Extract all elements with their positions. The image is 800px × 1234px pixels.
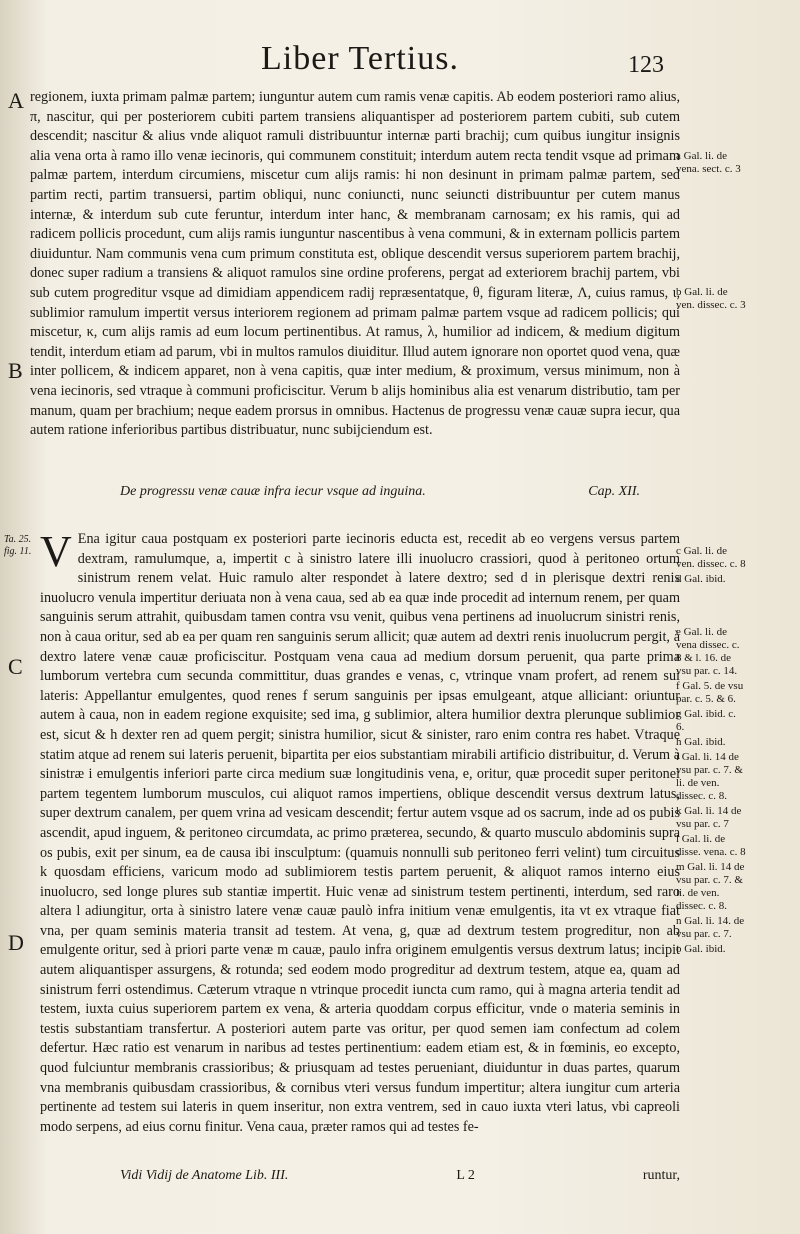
margin-note: i Gal. li. 14 de vsu par. c. 7. & li. de ven. dissec. c. 8. — [676, 751, 743, 802]
margin-note: g Gal. ibid. c. 6. — [676, 708, 736, 733]
right-margin-notes-top — [676, 150, 746, 314]
drop-cap: V — [40, 527, 72, 576]
margin-note: f Gal. 5. de vsu par. c. 5. & 6. — [676, 680, 744, 705]
section-letter-d: D — [8, 930, 24, 955]
section-letter-b: B — [8, 358, 23, 383]
section-letter-c: C — [8, 654, 23, 679]
chapter-number: Cap. XII. — [588, 484, 640, 499]
main-paragraph — [40, 527, 680, 1137]
margin-note: h Gal. ibid. — [676, 736, 726, 748]
margin-note: o Gal. ibid. — [676, 943, 726, 955]
page-footer — [120, 1168, 680, 1184]
right-margin-notes-bottom — [676, 545, 746, 958]
margin-note: l Gal. li. de disse. vena. c. 8 — [676, 833, 746, 858]
page-number: 123 — [628, 52, 664, 78]
chapter-title: De progressu venæ cauæ infra iecur vsque ad inguina. — [120, 484, 426, 499]
footer-title: Vidi Vidij de Anatome Lib. III. — [120, 1168, 289, 1183]
signature-mark: L 2 — [456, 1168, 475, 1183]
top-paragraph-text: regionem, iuxta primam palmæ partem; iunguntur autem cum ramis venæ capitis. Ab eodem posteriori ramo alius, π, nascitur, qui per posteriorem cubiti partem transiens aliquantisper ad posteriorem partem cubiti, sub cutem descendit; nascitur & alius vnde aliquot ramuli distribuuntur internæ parti brachij; cum quibus iungitur insignis alia vena orta à ramo illo venæ iecinoris, qui communem constituit; interdum autem recta tendit vsque ad primam palmæ partem, interdum circumiens, miscetur cum alijs ramis: hi non desinunt in primam palmæ partem, sed partim recti, partim transuersi, partim obliqui, nunc coniuncti, nunc seiuncti distribuuntur per cutem manus internæ, & interdum sub cute feruntur, interdum inter hanc, & membranam carnosam; ex his ramis, qui ad radicem pollicis procedunt, cum alijs ramis iunguntur nascentibus à vena communi, & in externam pollicis partem diuiduntur. Nam communis vena cum primum constituta est, oblique descendit versus superiorem partem brachij, donec super radium a transiens & aliquot ramulos sine ordine proferens, pergat ad exteriorem brachij partem, vbi sub cutem progreditur vsque ad dimidiam appendicem radij repræsentatque, θ, figuram literæ, Λ, cuius ramus, ι, sublimior ramulum impertit versus interiorem regionem ad primam palmæ partem vsque ad radicem pollicis; qui miscetur, κ, cum alijs ramis ad eum locum pertinentibus. At ramus, λ, humilior ad indicem, & medium digitum tendit, interdum etiam ad parum, vbi in multos ramulos diuiditur. Illud autem ignorare non oportet quod vena, quæ inter pollicem, & indicem apparet, non à vena capitis, quæ inter medium, & proximum, versus minimum, non à vena iecinoris, sed vtraque à communi proficiscitur. Verum b alijs hominibus alia est venarum distributio, tam per manum, quam per brachium; neque eadem prorsus in omnibus. Hactenus de progressu venæ cauæ supra iecur, qua autem ratione inferioribus partibus distribuatur, nunc subijciendum est. — [30, 89, 680, 439]
margin-note: e Gal. li. de vena dissec. c. 8 & l. 16. de vsu par. c. 14. — [676, 626, 740, 677]
catchword: runtur, — [642, 1168, 680, 1183]
margin-note: n Gal. li. 14. de vsu par. c. 7. — [676, 915, 745, 940]
running-title: Liber Tertius. — [261, 40, 459, 77]
main-paragraph-text: Ena igitur caua postquam ex posteriori parte iecinoris educta est, recedit ab eo vergens versus partem dextram, ramulumque, a, impertit c à sinistro latere illi inuolucro crassiori, quod à peritoneo ortum sinistrum renem velat. Huic ramulo alter respondet à latere dextro; sed d in plerisque dextri renis inuolucro venula impertitur deriuata non à vena caua, sed ab ea quæ inde procedit ad internum renem, per quam sanguinis serum attrahit, quibusdam tamen contra vsu venit, quibus vena pertinens ad inuolucrum sinistri renis, non à caua oritur, sed ab ea per quam ren sanguinis serum allicit; quæ autem ad dextri renis inuolucrum pergit, à dextro latere venæ cauæ proficiscitur. Postquam vena caua ad medium dorsum peruenit, qua parte prima lumborum vertebra cum secunda committitur, duas grandes e venas, c, vtrinque vnam profert, ad renem sui lateris: Appellantur emulgentes, quod renes f serum sanguinis per ipsas emulgeant, atque alliciant: oriuntur autem à caua, non in eadem regione exquisite; sed ima, g sublimior, altera humilior dextra plerunque sublimior est, sicut & h dexter ren ad quem pergit; sinistra humilior, sicut & sinister, raro enim contra res habet. Vtraque statim atque ad renem sui lateris peruenit, bipartita per eios substantiam mirabili artificio distribuitur, d. Verum à sinistræ i emulgentis inferiori parte circa medium suæ longitudinis vena, e, oritur, quæ procedit super peritonei partem tegentem lumborum musculos, cui aliquot ramos impertiens, oblique descendit versus dextrum latus, super dextrum canalem, per quem vrina ad vesicam descendit; fertur autem vsque ad os sacrum, inde ad os pubis ascendit, apud inguem, & peritoneo circumdata, ac primo præterea, secundo, & quarto musculo abdominis supra os pubis, exit per sinum, ea de causa ibi insculptum: (quamuis nonnulli sub peritoneo ferri velint) tum circuitus k quosdam efficiens, varicum modo ad sublimiorem testis partem peruenit, & aliquot ramos interno eius inuolucro, sed longe plures sub stantiæ impertit. Huic venæ ad sinistrum testem pertinenti, interdum, sed raro altera l adiungitur, orta à sinistro latere venæ cauæ paulò infra initium venæ emulgentis, ita vt ex vtraque fiat vna, per quam seminis materia transit ad testem. At vena, g, quæ ad dextrum testem progreditur, non ab emulgente oritur, sed à priori parte venæ m cauæ, paulo infra originem emulgentis versus dextrum latus; incipit autem aliquantisper assurgens, & rotunda; sed eodem modo progreditur ad dextrum testem, atque ea, quam ad sinistrum ferri ostendimus. Cæterum vtraque n vtrinque procedit iuncta cum ramo, qui à magna arteria tendit ad testem, iuxta cuius superiorem partem ex vena, & arteria quoddam corpus efficitur, vnde o materia seminis in testis substantiam transfertur. A posteriori autem parte vas oritur, per quod semen iam confectum ad colem defertur. Hæc ratio est venarum in naribus ad testes pertinentium: eadem etiam est, & in fœminis, eo excepto, quod fulciuntur membranis crassioribus; & priusquam ad testes perueniant, diuiduntur in duas partes, quarum vna membranis quibusdam crassioribus, & cornibus vteri versus fundum impertitur; altera iungitur cum arteria pertinente ad testem sui lateris in quem inseritur, non extra ventrem, sed in cauo iuxta vteri latus, vbi capreoli modo serpens, ad eius cornu finitur. Vena caua, præter ramos qui ad testes fe- — [40, 531, 680, 1135]
margin-note: a Gal. li. de vena. sect. c. 3 — [676, 150, 741, 175]
section-letter-a: A — [8, 88, 24, 113]
margin-note: b Gal. li. de ven. dissec. c. 3 — [676, 286, 746, 311]
top-paragraph — [30, 88, 680, 441]
margin-note: d Gal. ibid. — [676, 573, 726, 585]
left-margin-note: Ta. 25. fig. 11. — [4, 534, 32, 557]
margin-note: k Gal. li. 14 de vsu par. c. 7 — [676, 805, 742, 830]
chapter-heading — [120, 484, 640, 500]
margin-note: m Gal. li. 14 de vsu par. c. 7. & li. de ven. dissec. c. 8. — [676, 861, 745, 912]
margin-note: c Gal. li. de ven. dissec. c. 8 — [676, 545, 746, 570]
